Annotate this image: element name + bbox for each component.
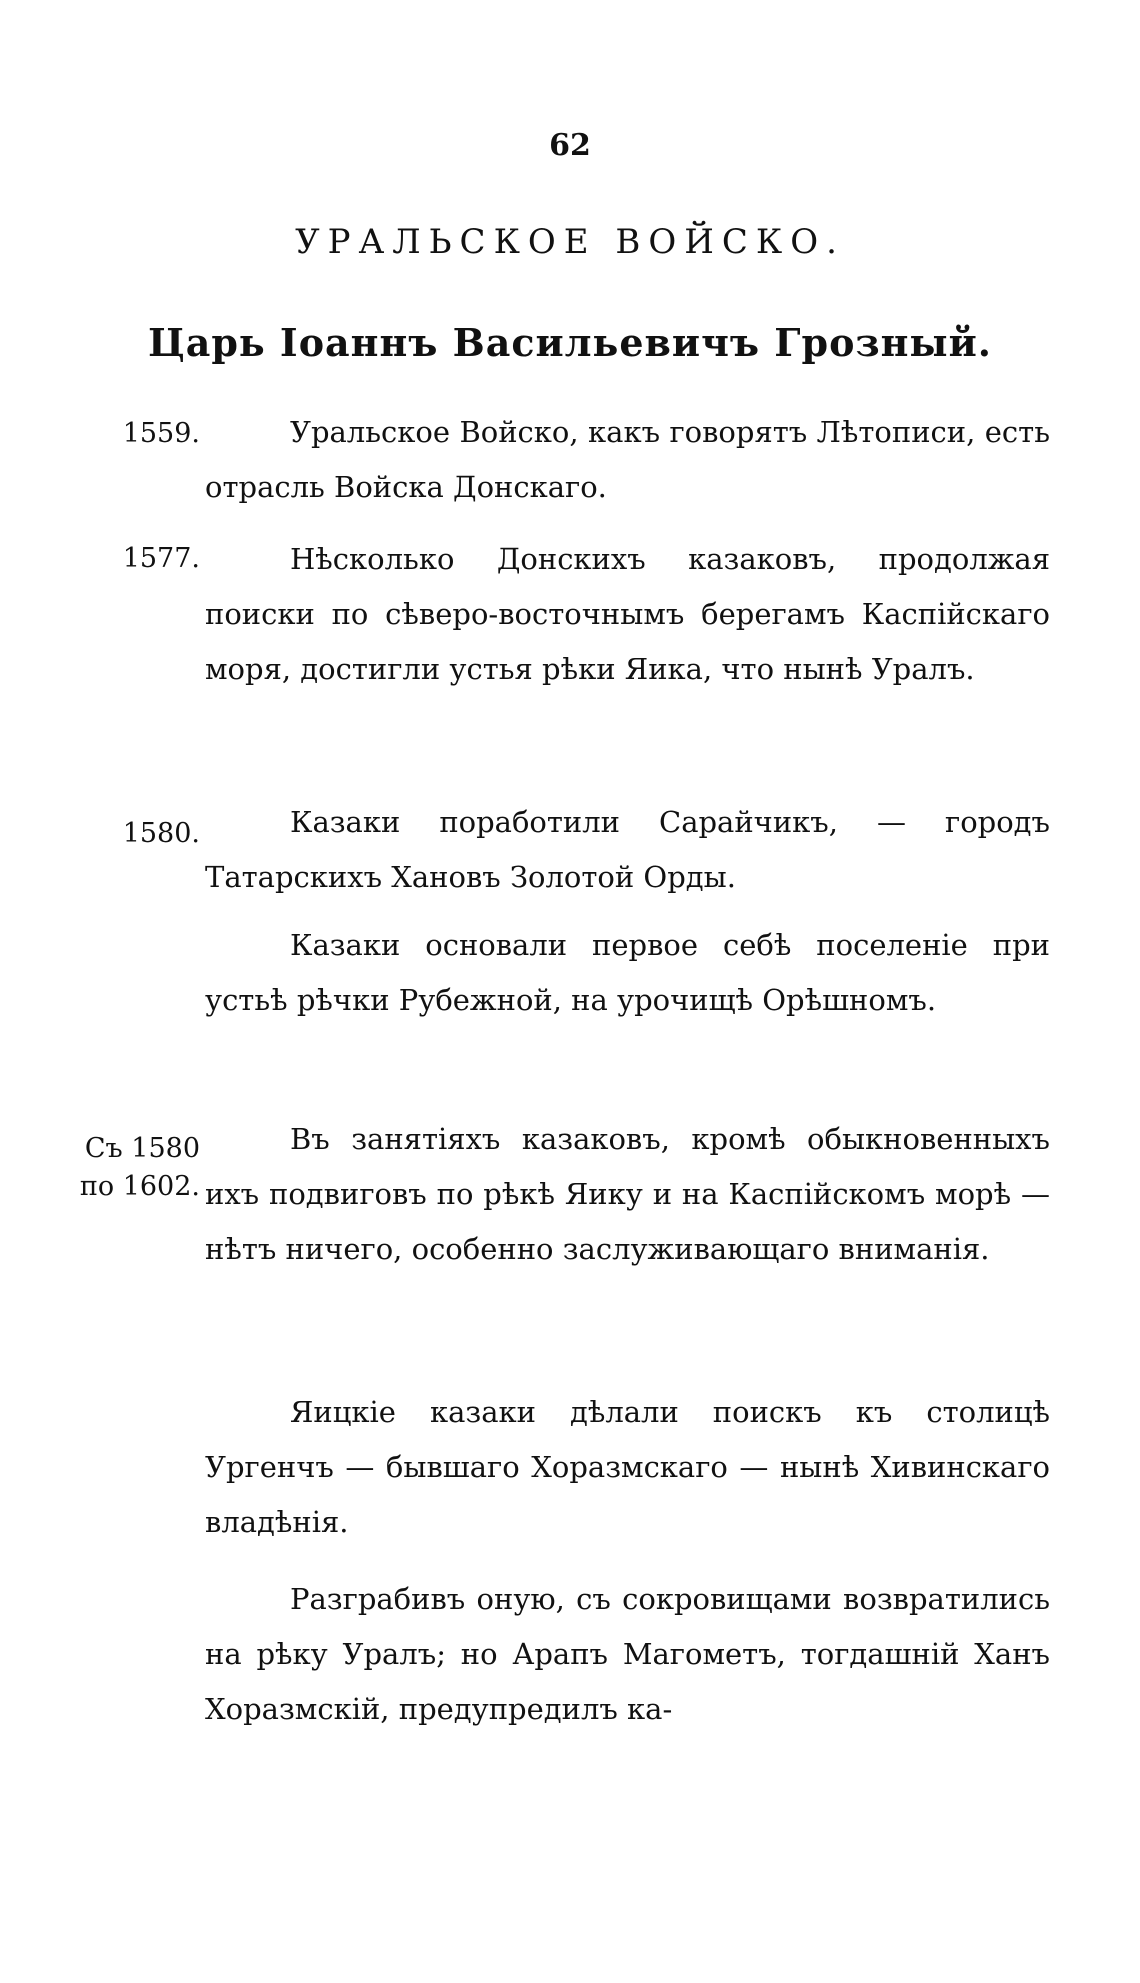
paragraph-urgench [205,1385,1050,1550]
paragraph-plunder [205,1572,1050,1737]
reign-title: Царь Іоаннъ Васильевичъ Грозный. [147,320,992,365]
paragraph-text: Въ занятіяхъ казаковъ, кромѣ обыкновенныхъ ихъ подвиговъ по рѣкѣ Яику и на Каспійскомъ морѣ — нѣтъ ничего, особенно заслуживающаго вниманія. [205,1122,1050,1266]
margin-year-1580: 1580. [122,818,200,849]
page-number: 62 [549,128,591,163]
paragraph-text: Разграбивъ оную, съ сокровищами возвратились на рѣку Уралъ; но Арапъ Магометъ, тогдашній Ханъ Хоразмскій, предупредилъ ка- [205,1582,1050,1726]
margin-year-range [50,1130,200,1206]
paragraph-1559 [205,405,1050,515]
paragraph-1577 [205,532,1050,697]
margin-year-1559: 1559. [122,418,200,449]
margin-year-range-end: по 1602. [79,1171,200,1202]
paragraph-text: Нѣсколько Донскихъ казаковъ, продолжая поиски по сѣверо-восточнымъ берегамъ Каспійскаго моря, достигли устья рѣки Яика, что нынѣ Уралъ. [205,542,1050,686]
paragraph-text: Яицкіе казаки дѣлали поискъ къ столицѣ Ургенчъ — бывшаго Хоразмскаго — нынѣ Хивинскаго владѣнія. [205,1395,1050,1539]
margin-year-range-start: Съ 1580 [84,1133,200,1164]
paragraph-text: Казаки основали первое себѣ поселеніе при устьѣ рѣчки Рубежной, на урочищѣ Орѣшномъ. [205,928,1050,1017]
section-title: УРАЛЬСКОЕ ВОЙСКО. [295,222,845,262]
margin-year-1577: 1577. [122,543,200,574]
paragraph-1580-1602 [205,1112,1050,1277]
paragraph-text: Казаки поработили Сарайчикъ, — городъ Татарскихъ Хановъ Золотой Орды. [205,805,1050,894]
paragraph-text: Уральское Войско, какъ говорятъ Лѣтописи, есть отрасль Войска Донскаго. [205,415,1050,504]
paragraph-1580-sarajchik [205,795,1050,905]
paragraph-1580-settlement [205,918,1050,1028]
